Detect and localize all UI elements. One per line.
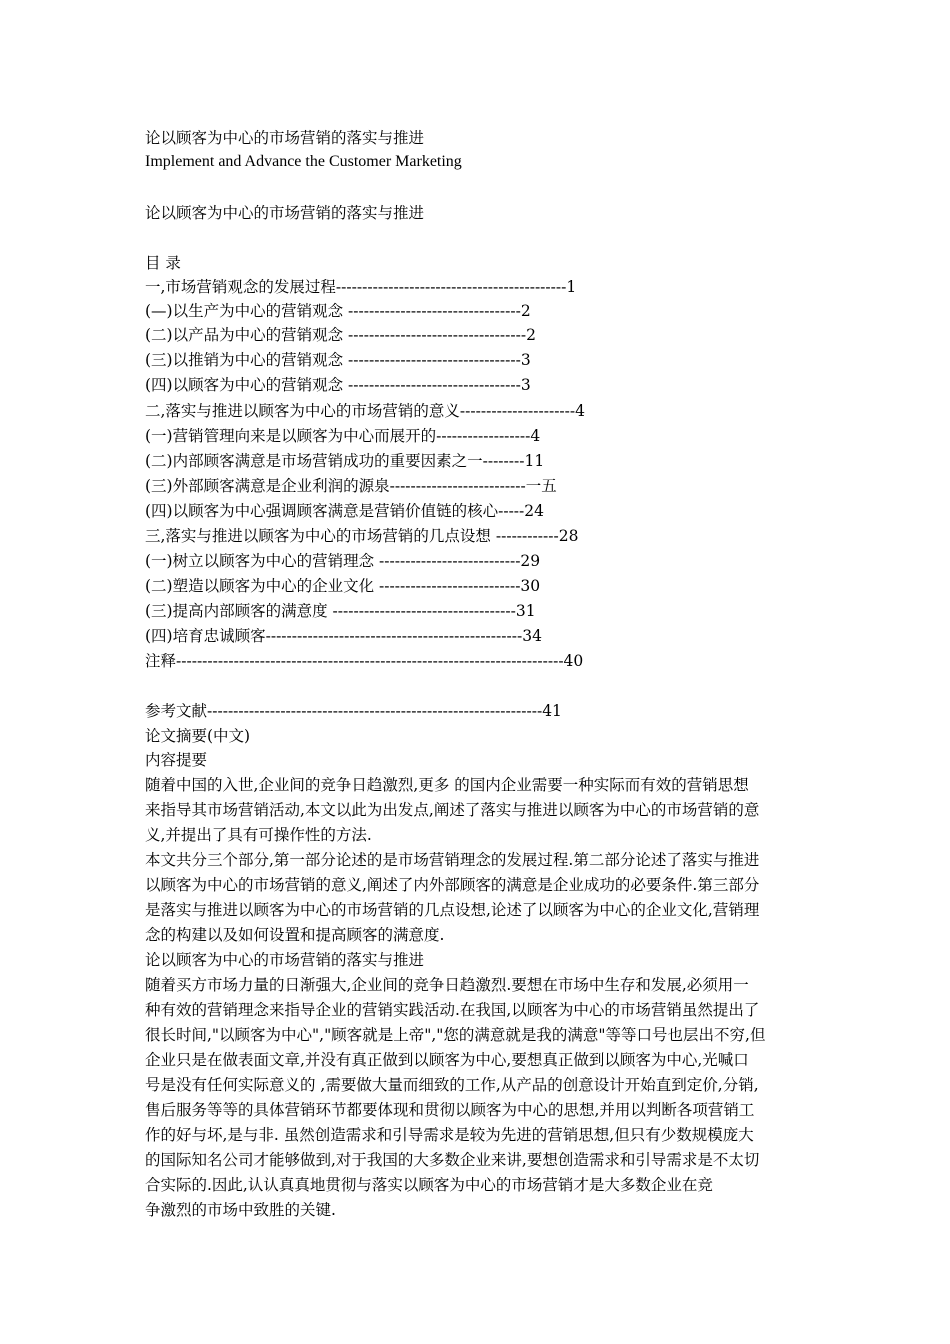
abstract-subheading: 内容提要	[145, 751, 208, 769]
toc-entry: (四)培育忠诚顾客-------------------------------------------------34	[145, 627, 542, 645]
toc-entry: 三,落实与推进以顾客为中心的市场营销的几点设想 ------------28	[145, 527, 579, 545]
abstract-line: 本文共分三个部分,第一部分论述的是市场营销理念的发展过程.第二部分论述了落实与推进	[145, 851, 760, 869]
toc-heading: 目 录	[145, 254, 181, 272]
body-line: 合实际的.因此,认认真真地贯彻与落实以顾客为中心的市场营销才是大多数企业在竞	[145, 1176, 713, 1194]
abstract-line: 以顾客为中心的市场营销的意义,阐述了内外部顾客的满意是企业成功的必要条件.第三部分	[145, 876, 760, 894]
toc-entry: (三)以推销为中心的营销观念 ---------------------------------3	[145, 351, 531, 369]
body-heading: 论以顾客为中心的市场营销的落实与推进	[145, 951, 425, 969]
body-line: 作的好与坏,是与非. 虽然创造需求和引导需求是较为先进的营销思想,但只有少数规模庞大	[145, 1126, 754, 1144]
body-line: 种有效的营销理念来指导企业的营销实践活动.在我国,以顾客为中心的市场营销虽然提出了	[145, 1001, 760, 1019]
toc-entry: (—)以生产为中心的营销观念 ---------------------------------2	[145, 302, 531, 320]
abstract-line: 随着中国的入世,企业间的竞争日趋激烈,更多 的国内企业需要一种实际而有效的营销思想	[145, 776, 749, 794]
toc-entry: (二)内部顾客满意是市场营销成功的重要因素之一--------11	[145, 452, 545, 470]
body-line: 售后服务等等的具体营销环节都要体现和贯彻以顾客为中心的思想,并用以判断各项营销工	[145, 1101, 755, 1119]
toc-entry: (一)营销管理向来是以顾客为中心而展开的------------------4	[145, 427, 541, 445]
title-cn: 论以顾客为中心的市场营销的落实与推进	[145, 129, 425, 147]
subtitle-cn: 论以顾客为中心的市场营销的落实与推进	[145, 204, 425, 222]
toc-entry: (三)外部顾客满意是企业利润的源泉--------------------------一五	[145, 477, 557, 495]
abstract-heading: 论文摘要(中文)	[145, 727, 251, 745]
toc-entry: (二)以产品为中心的营销观念 ----------------------------------2	[145, 326, 536, 344]
body-line: 号是没有任何实际意义的 ,需要做大量而细致的工作,从产品的创意设计开始直到定价,分销,	[145, 1076, 759, 1094]
body-line: 争激烈的市场中致胜的关键.	[145, 1201, 336, 1219]
abstract-line: 义,并提出了具有可操作性的方法.	[145, 826, 372, 844]
abstract-line: 来指导其市场营销活动,本文以此为出发点,阐述了落实与推进以顾客为中心的市场营销的意	[145, 801, 760, 819]
toc-entry: 一,市场营销观念的发展过程--------------------------------------------1	[145, 278, 577, 296]
abstract-line: 念的构建以及如何设置和提高顾客的满意度.	[145, 926, 445, 944]
toc-entry: 二,落实与推进以顾客为中心的市场营销的意义----------------------4	[145, 402, 586, 420]
abstract-line: 是落实与推进以顾客为中心的市场营销的几点设想,论述了以顾客为中心的企业文化,营销理	[145, 901, 760, 919]
toc-entry: 注释--------------------------------------------------------------------------40	[145, 652, 584, 670]
toc-entry: (四)以顾客为中心的营销观念 ---------------------------------3	[145, 376, 531, 394]
toc-entry: (二)塑造以顾客为中心的企业文化 ---------------------------30	[145, 577, 541, 595]
body-line: 的国际知名公司才能够做到,对于我国的大多数企业来讲,要想创造需求和引导需求是不太切	[145, 1151, 760, 1169]
toc-entry: (三)提高内部顾客的满意度 -----------------------------------31	[145, 602, 536, 620]
body-line: 随着买方市场力量的日渐强大,企业间的竞争日趋激烈.要想在市场中生存和发展,必须用一	[145, 976, 749, 994]
body-line: 很长时间,"以顾客为中心","顾客就是上帝","您的满意就是我的满意"等等口号也层出不穷,但	[145, 1026, 766, 1044]
toc-entry: (一)树立以顾客为中心的营销理念 ---------------------------29	[145, 552, 541, 570]
toc-references: 参考文献----------------------------------------------------------------41	[145, 702, 562, 720]
title-en: Implement and Advance the Customer Marketing	[145, 153, 462, 170]
body-line: 企业只是在做表面文章,并没有真正做到以顾客为中心,要想真正做到以顾客为中心,光喊口	[145, 1051, 749, 1069]
toc-entry: (四)以顾客为中心强调顾客满意是营销价值链的核心-----24	[145, 502, 545, 520]
